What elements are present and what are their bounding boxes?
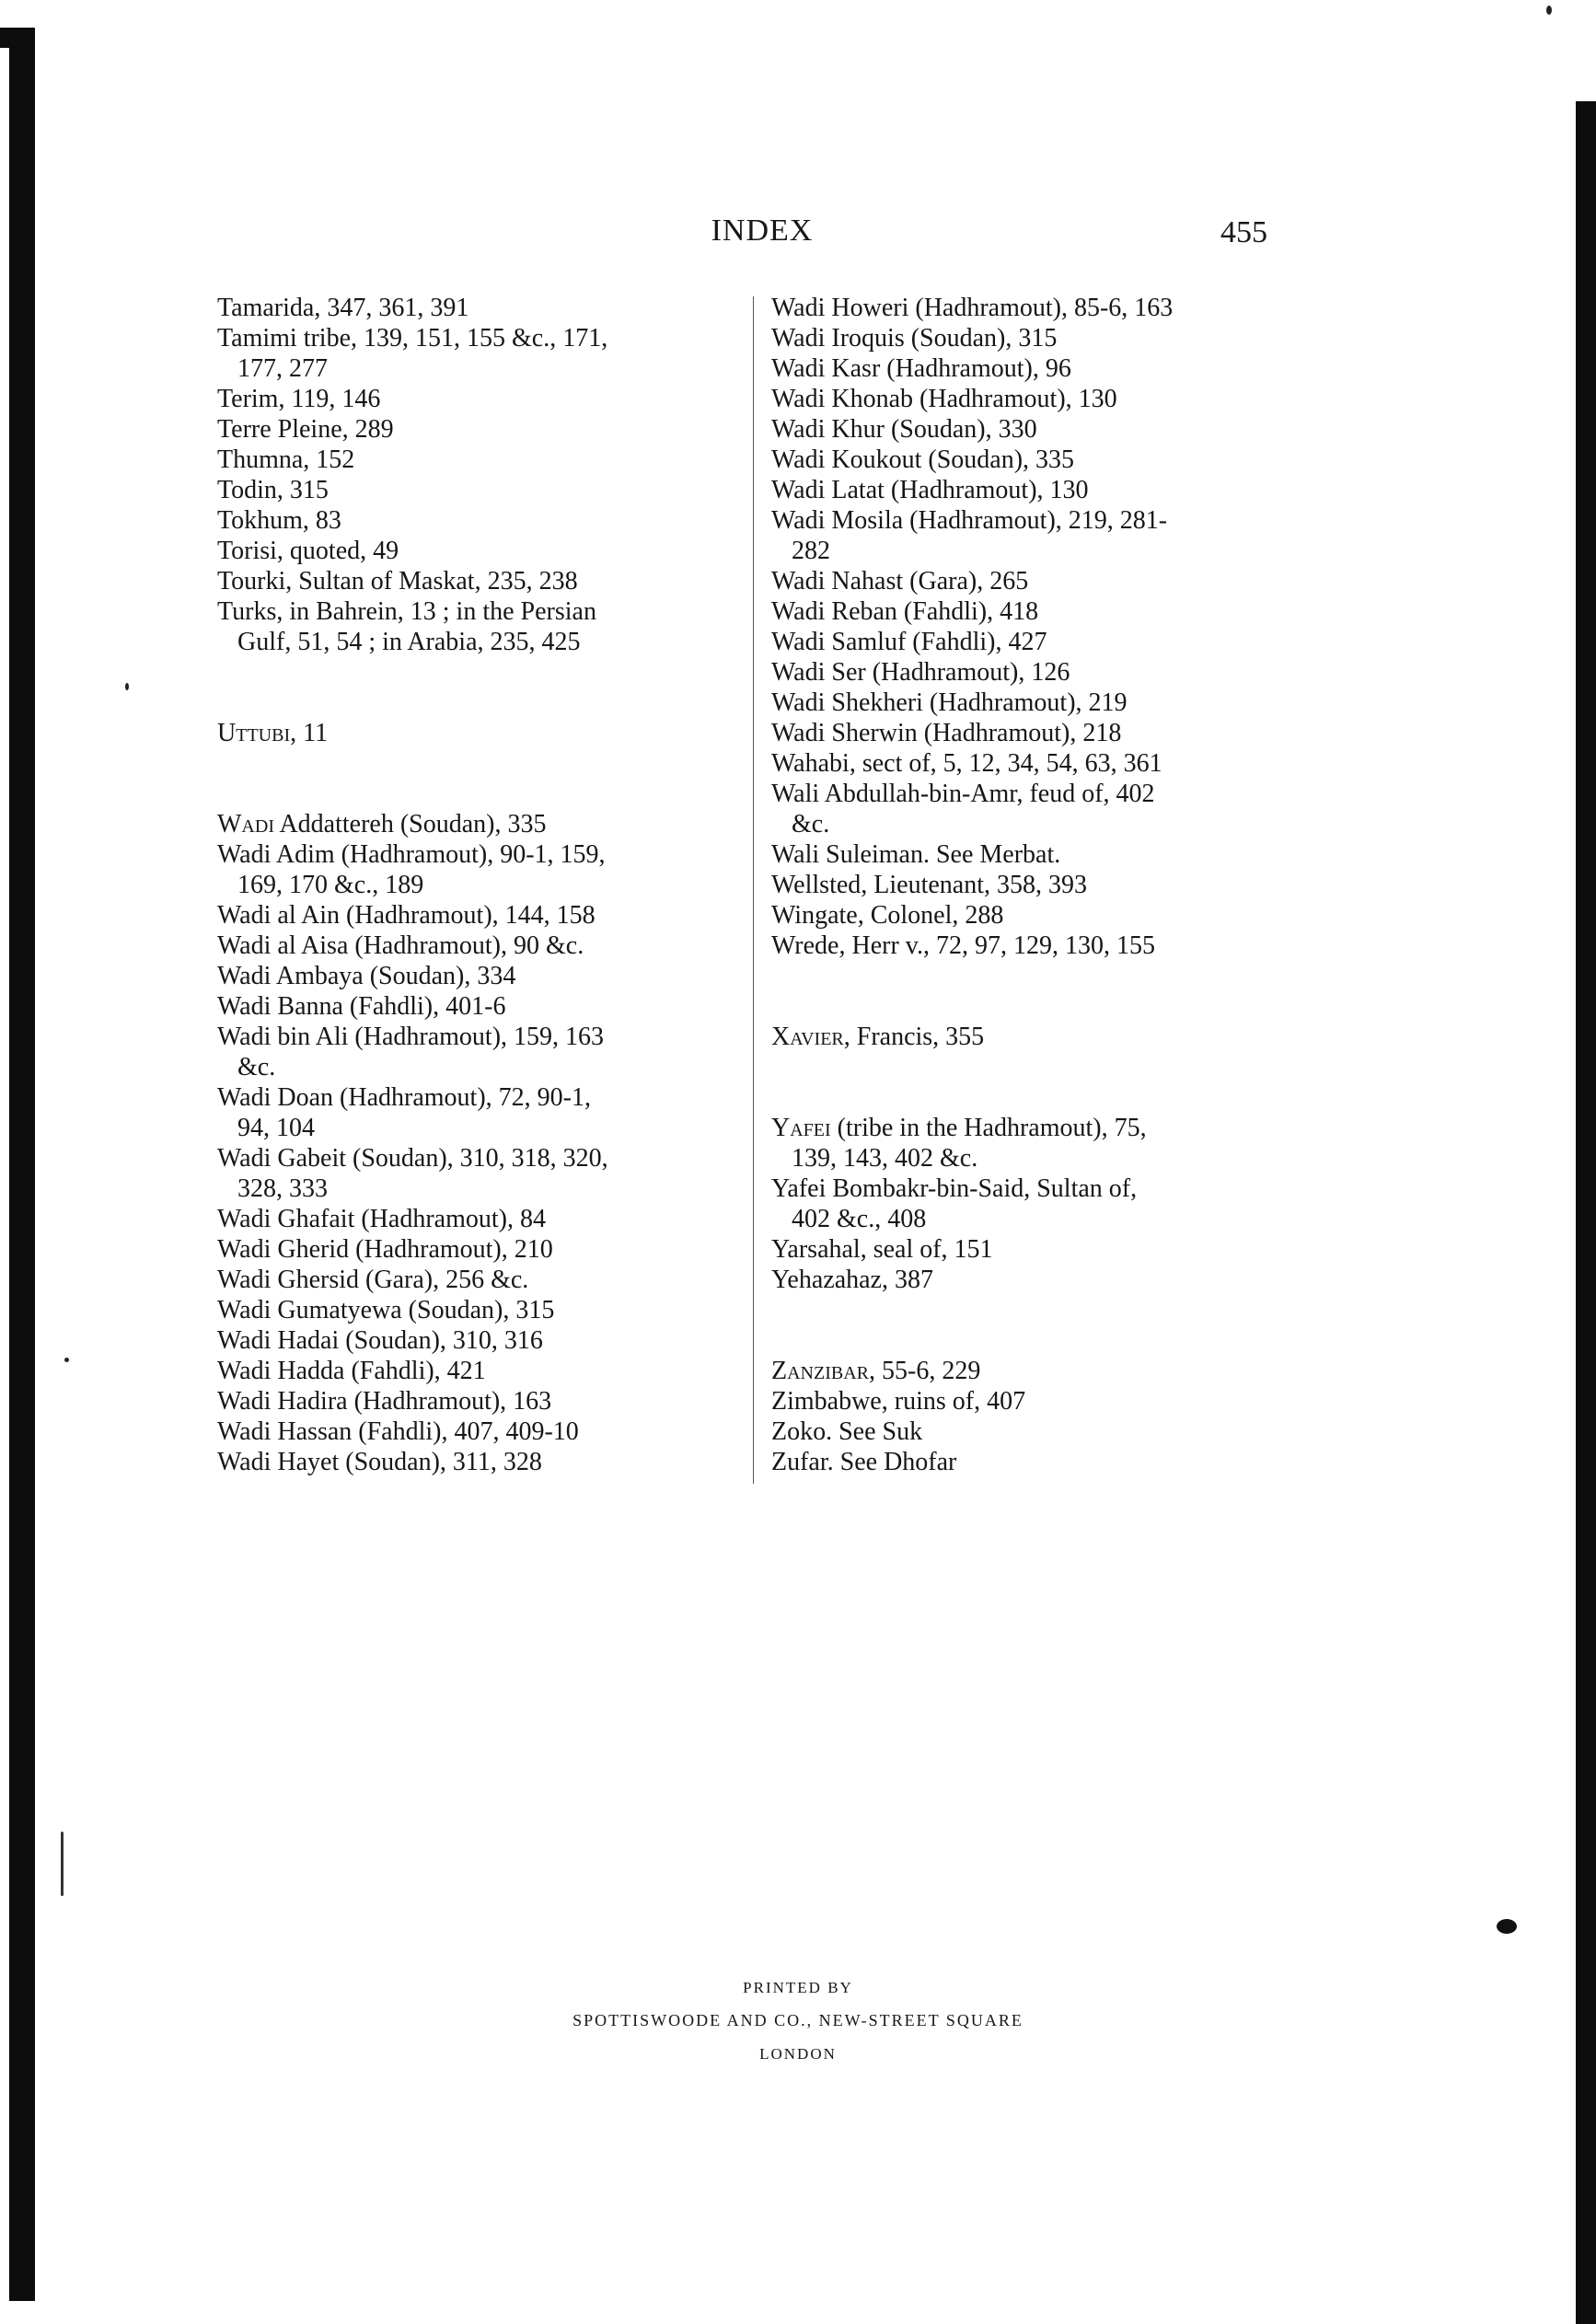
index-entry	[771, 657, 1287, 688]
index-entry-line: Zanzibar, 55-6, 229	[771, 1357, 981, 1385]
index-entry-line: Wali Abdullah-bin-Amr, feud of, 402	[771, 780, 1155, 808]
index-entry	[771, 414, 1287, 445]
index-entry-line: Zimbabwe, ruins of, 407	[771, 1387, 1026, 1416]
index-entry-line: Wadi Kasr (Hadhramout), 96	[771, 354, 1071, 383]
index-entry	[771, 839, 1287, 870]
index-entry	[217, 1022, 733, 1082]
index-entry	[217, 1416, 733, 1447]
imprint-printed-by: PRINTED BY	[743, 1979, 853, 1996]
index-entry	[771, 1416, 1287, 1447]
index-entry-line: Wadi Ser (Hadhramout), 126	[771, 658, 1070, 687]
index-entry-line: Wadi al Aisa (Hadhramout), 90 &c.	[217, 931, 584, 960]
index-entry	[771, 870, 1287, 900]
index-entry-line: Wadi Koukout (Soudan), 335	[771, 445, 1075, 474]
index-entry-line: Wadi Samluf (Fahdli), 427	[771, 628, 1047, 656]
index-entry-line: Wadi Mosila (Hadhramout), 219, 281-	[771, 506, 1168, 535]
index-entry	[217, 1356, 733, 1386]
scan-speck	[1546, 6, 1552, 15]
index-entry-line: Wahabi, sect of, 5, 12, 34, 54, 63, 361	[771, 749, 1162, 778]
index-entry	[217, 1295, 733, 1325]
index-entry-line: Wadi Gabeit (Soudan), 310, 318, 320,	[217, 1144, 608, 1173]
index-entry	[217, 900, 733, 931]
letter-section-gap	[217, 657, 733, 718]
index-entry	[771, 475, 1287, 505]
index-entry	[771, 505, 1287, 566]
index-entry-line: Wadi Khonab (Hadhramout), 130	[771, 385, 1117, 413]
index-entry-line: Wadi Banna (Fahdli), 401-6	[217, 992, 506, 1021]
index-entry-line: Yafei Bombakr-bin-Said, Sultan of,	[771, 1174, 1138, 1203]
index-entry	[771, 1265, 1287, 1295]
index-entry-line: Wadi Khur (Soudan), 330	[771, 415, 1037, 444]
page-title: INDEX	[711, 214, 814, 248]
index-entry-line: 169, 170 &c., 189	[237, 871, 424, 899]
index-entry-line: Tokhum, 83	[217, 506, 341, 535]
index-entry	[771, 688, 1287, 718]
index-entry-line: Wrede, Herr v., 72, 97, 129, 130, 155	[771, 931, 1155, 960]
index-entry	[771, 293, 1287, 323]
index-entry	[217, 445, 733, 475]
index-entry-line: Zufar. See Dhofar	[771, 1448, 957, 1476]
index-entry	[217, 505, 733, 536]
index-entry	[217, 323, 733, 384]
index-entry-line: Terim, 119, 146	[217, 385, 381, 413]
index-entry-line: &c.	[237, 1053, 276, 1081]
index-entry-line: Wadi bin Ali (Hadhramout), 159, 163	[217, 1023, 605, 1051]
index-entry-line: Wadi Reban (Fahdli), 418	[771, 597, 1039, 626]
index-entry-line: Wadi Ambaya (Soudan), 334	[217, 962, 516, 990]
index-entry	[217, 1265, 733, 1295]
index-entry	[771, 1356, 1287, 1386]
index-entry-line: Thumna, 152	[217, 445, 355, 474]
index-entry-line: Wadi Hadda (Fahdli), 421	[217, 1357, 486, 1385]
index-entry-line: Terre Pleine, 289	[217, 415, 394, 444]
index-entry	[217, 1143, 733, 1204]
scan-speck	[64, 1358, 69, 1362]
index-column-right	[771, 293, 1287, 1477]
index-entry	[771, 596, 1287, 627]
index-entry-line: Wadi Adim (Hadhramout), 90-1, 159,	[217, 840, 606, 869]
index-entry-line: Wadi Gumatyewa (Soudan), 315	[217, 1296, 555, 1324]
imprint-printer: SPOTTISWOODE AND CO., NEW-STREET SQUARE	[572, 2011, 1024, 2029]
index-entry-line: Gulf, 51, 54 ; in Arabia, 235, 425	[237, 628, 581, 656]
index-entry	[217, 536, 733, 566]
index-entry-line: Wadi Addattereh (Soudan), 335	[217, 810, 547, 838]
index-entry-line: Wadi Gherid (Hadhramout), 210	[217, 1235, 553, 1264]
index-entry	[771, 323, 1287, 353]
index-entry-line: Wadi Hadira (Hadhramout), 163	[217, 1387, 552, 1416]
index-entry	[771, 1174, 1287, 1234]
index-entry	[217, 293, 733, 323]
index-entry	[771, 627, 1287, 657]
index-entry-line: Wadi Latat (Hadhramout), 130	[771, 476, 1089, 504]
index-entry	[217, 475, 733, 505]
page-number: 455	[1220, 215, 1267, 249]
index-entry	[771, 1447, 1287, 1477]
index-entry-line: Wadi Iroquis (Soudan), 315	[771, 324, 1058, 353]
index-entry-line: &c.	[792, 810, 830, 838]
index-entry-line: Torisi, quoted, 49	[217, 537, 399, 565]
index-entry	[771, 1022, 1287, 1052]
index-entry	[771, 779, 1287, 839]
letter-section-gap	[771, 961, 1287, 1022]
index-entry-line: Wellsted, Lieutenant, 358, 393	[771, 871, 1087, 899]
scan-edge-left	[9, 28, 35, 2301]
index-entry	[771, 445, 1287, 475]
index-entry-line: Wali Suleiman. See Merbat.	[771, 840, 1061, 869]
index-entry-line: Wadi al Ain (Hadhramout), 144, 158	[217, 901, 596, 930]
index-entry-line: Wadi Doan (Hadhramout), 72, 90-1,	[217, 1083, 591, 1112]
index-entry-line: Wadi Shekheri (Hadhramout), 219	[771, 688, 1128, 717]
scan-speck	[125, 683, 129, 690]
column-divider	[753, 296, 754, 1484]
index-entry	[771, 384, 1287, 414]
index-entry	[217, 1325, 733, 1356]
index-entry-line: Tamarida, 347, 361, 391	[217, 294, 469, 322]
index-entry-line: 139, 143, 402 &c.	[792, 1144, 978, 1173]
index-entry	[217, 718, 733, 748]
index-entry-line: Yafei (tribe in the Hadhramout), 75,	[771, 1114, 1147, 1142]
letter-section-gap	[771, 1295, 1287, 1356]
index-entry-line: Uttubi, 11	[217, 719, 329, 747]
index-entry-line: Zoko. See Suk	[771, 1417, 923, 1446]
index-entry	[217, 596, 733, 657]
index-entry-line: Turks, in Bahrein, 13 ; in the Persian	[217, 597, 596, 626]
index-entry	[217, 384, 733, 414]
index-entry-line: 177, 277	[237, 354, 328, 383]
index-entry	[771, 566, 1287, 596]
index-entry	[217, 991, 733, 1022]
index-entry-line: 282	[792, 537, 830, 565]
letter-section-gap	[771, 1052, 1287, 1113]
index-entry	[217, 566, 733, 596]
index-entry	[217, 1234, 733, 1265]
index-entry-line: Todin, 315	[217, 476, 329, 504]
index-entry-line: Xavier, Francis, 355	[771, 1023, 985, 1051]
index-entry-line: Wingate, Colonel, 288	[771, 901, 1004, 930]
index-entry-line: 94, 104	[237, 1114, 315, 1142]
index-entry-line: Wadi Hassan (Fahdli), 407, 409-10	[217, 1417, 579, 1446]
scan-mark	[61, 1832, 64, 1896]
index-entry	[217, 414, 733, 445]
index-entry	[771, 353, 1287, 384]
scan-edge-left-top	[0, 28, 35, 48]
index-entry	[217, 1204, 733, 1234]
index-column-left	[217, 293, 733, 1477]
index-entry-line: 328, 333	[237, 1174, 328, 1203]
index-entry	[217, 961, 733, 991]
index-entry-line: Wadi Ghersid (Gara), 256 &c.	[217, 1266, 529, 1294]
index-entry-line: Wadi Howeri (Hadhramout), 85-6, 163	[771, 294, 1174, 322]
index-entry	[771, 900, 1287, 931]
index-entry-line: Wadi Hadai (Soudan), 310, 316	[217, 1326, 543, 1355]
index-entry	[217, 809, 733, 839]
index-entry	[771, 1386, 1287, 1416]
index-entry	[771, 1113, 1287, 1174]
index-entry-line: Yarsahal, seal of, 151	[771, 1235, 993, 1264]
scan-blot	[1497, 1919, 1517, 1934]
imprint-city: LONDON	[759, 2045, 837, 2063]
index-entry-line: Tourki, Sultan of Maskat, 235, 238	[217, 567, 578, 595]
index-entry-line: Yehazahaz, 387	[771, 1266, 933, 1294]
index-entry-line: Wadi Ghafait (Hadhramout), 84	[217, 1205, 546, 1233]
index-entry	[217, 1386, 733, 1416]
index-entry-line: Wadi Sherwin (Hadhramout), 218	[771, 719, 1122, 747]
index-entry	[217, 1447, 733, 1477]
index-entry	[771, 1234, 1287, 1265]
index-entry	[217, 1082, 733, 1143]
index-entry-line: Wadi Nahast (Gara), 265	[771, 567, 1029, 595]
index-entry	[771, 718, 1287, 748]
index-entry-line: 402 &c., 408	[792, 1205, 927, 1233]
index-entry	[771, 748, 1287, 779]
index-entry	[217, 931, 733, 961]
index-entry-line: Tamimi tribe, 139, 151, 155 &c., 171,	[217, 324, 608, 353]
index-entry-line: Wadi Hayet (Soudan), 311, 328	[217, 1448, 542, 1476]
index-entry	[217, 839, 733, 900]
letter-section-gap	[217, 748, 733, 809]
index-entry	[771, 931, 1287, 961]
